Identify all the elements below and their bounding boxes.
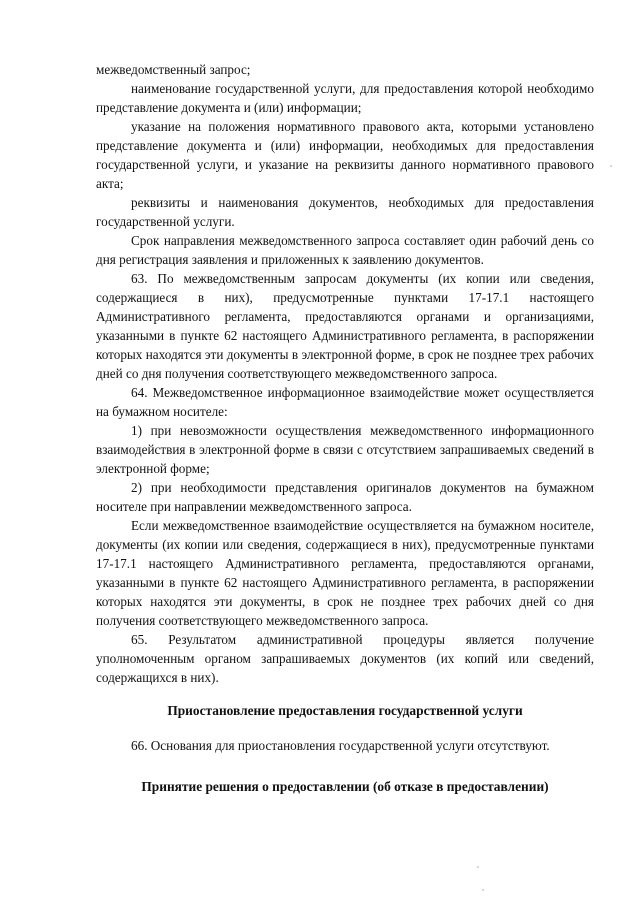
paragraph: 2) при необходимости представления оригиналов документов на бумажном носителе при направлении межведомственного запроса. [96, 480, 594, 514]
paragraph: реквизиты и наименования документов, необходимых для предоставления государственной услуги. [96, 195, 594, 229]
paragraph: указание на положения нормативного правового акта, которыми установлено представление документа и (или) информации, необходимых для предоставления государственной услуги, и указание на реквизиты данного нормативного правового акта; [96, 119, 594, 191]
paragraph: Срок направления межведомственного запроса составляет один рабочий день со дня регистрация заявления и приложенных к заявлению документов. [96, 233, 594, 267]
paragraph-63: 63. По межведомственным запросам документы (их копии или сведения, содержащиеся в них), предусмотренные пунктами 17-17.1 настоящего Административного регламента, предоставляются органами и организациями, указанными в пункте 62 настоящего Административного регламента, в распоряжении которых находятся эти документы в электронной форме, в срок не позднее трех рабочих дней со дня получения соответствующего межведомственного запроса. [96, 271, 594, 381]
paragraph-65: 65. Результатом административной процедуры является получение уполномоченным органом запрашиваемых документов (их копий или сведений, содержащихся в них). [96, 632, 594, 685]
section-heading-suspension: Приостановление предоставления государственной услуги [167, 703, 523, 718]
section-heading-decision: Принятие решения о предоставлении (об отказе в предоставлении) [141, 779, 549, 794]
paragraph: межведомственный запрос; [96, 62, 251, 77]
scan-speck [610, 165, 612, 167]
paragraph-66: 66. Основания для приостановления государственной услуги отсутствуют. [131, 738, 550, 753]
paragraph-64: 64. Межведомственное информационное взаимодействие может осуществляется на бумажном носителе: [96, 385, 594, 419]
paragraph: Если межведомственное взаимодействие осуществляется на бумажном носителе, документы (их копии или сведения, содержащиеся в них), предусмотренные пунктами 17-17.1 настоящего Административного регламента, предоставляются органами, указанными в пункте 62 настоящего Административного регламента, в распоряжении которых находятся эти документы, в срок не позднее трех рабочих дней со дня получения соответствующего межведомственного запроса. [96, 518, 594, 628]
scan-speck [482, 889, 484, 891]
scan-speck [477, 866, 479, 868]
document-body [96, 60, 594, 796]
paragraph: 1) при невозможности осуществления межведомственного информационного взаимодействия в электронной форме в связи с отсутствием запрашиваемых сведений в электронной форме; [96, 423, 594, 476]
paragraph: наименование государственной услуги, для предоставления которой необходимо представление документа и (или) информации; [96, 81, 594, 115]
